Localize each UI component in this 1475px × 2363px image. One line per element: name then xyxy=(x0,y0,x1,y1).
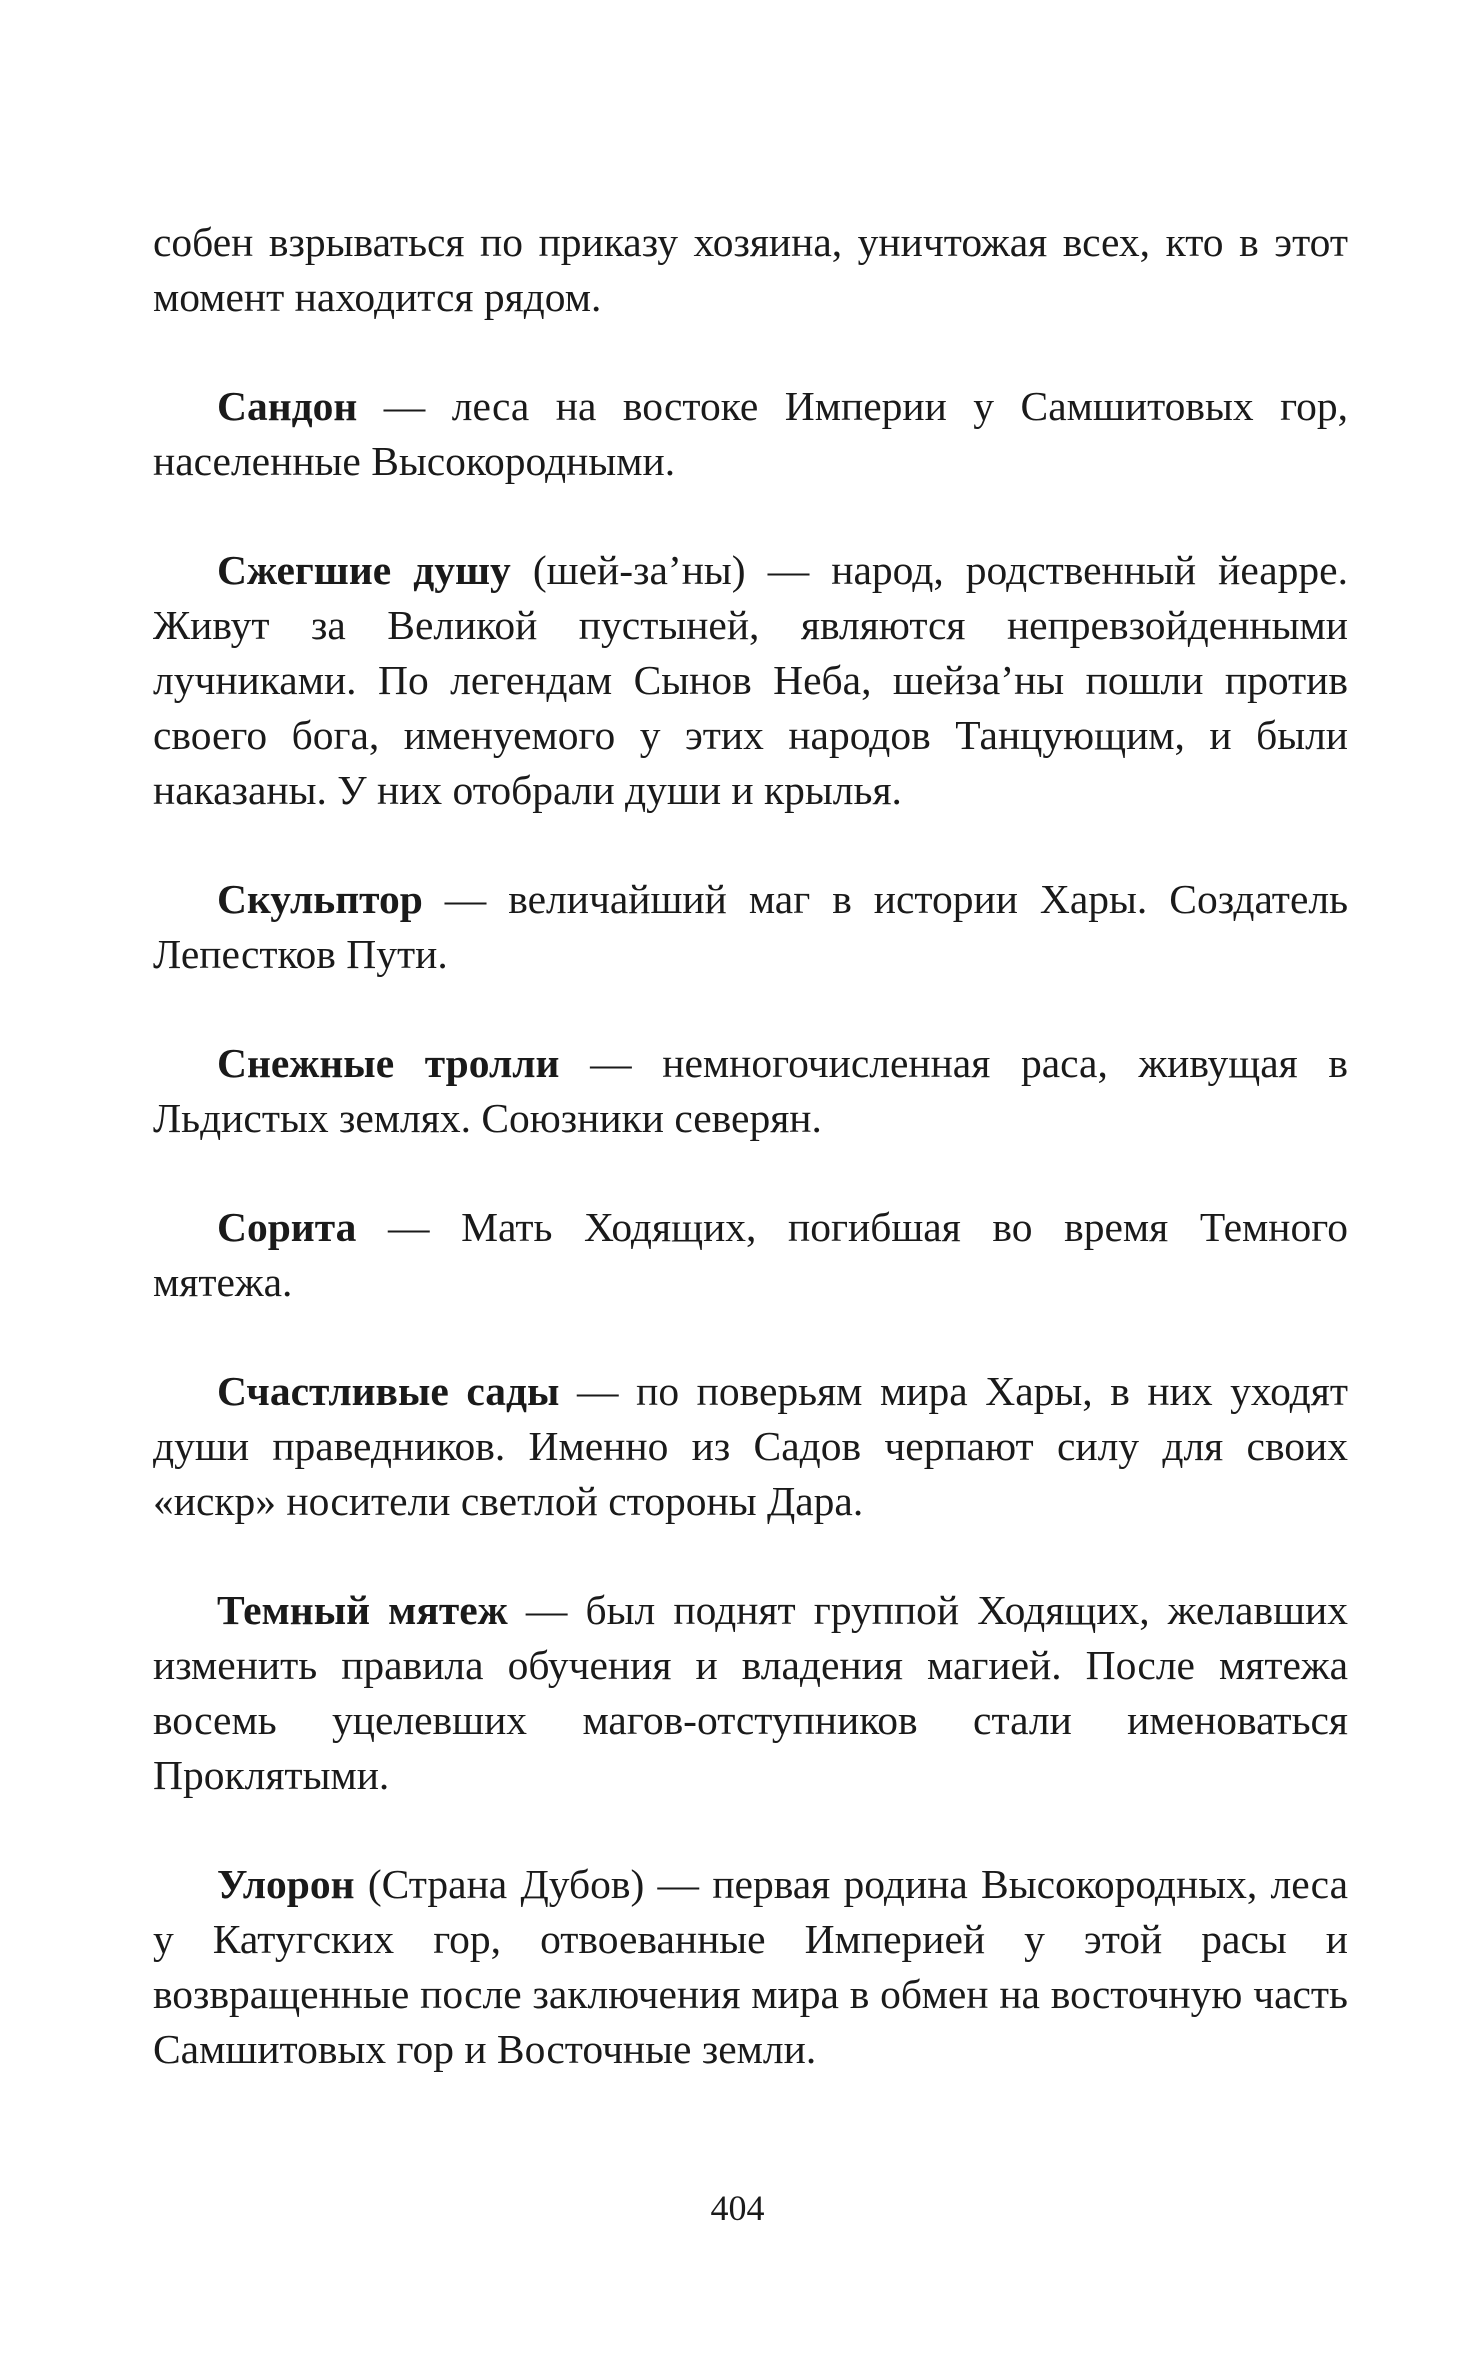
glossary-entry-szhegshie-dushu xyxy=(153,543,1348,818)
glossary-definition: — по поверьям мира Хары, в них уходят души праведников. Именно из Садов черпают силу для своих «искр» носители светлой стороны Дара. xyxy=(153,1368,1348,1524)
glossary-definition: (шей-за’ны) — народ, родственный йеарре. Живут за Великой пустыней, являются непревзойденными лучниками. По легендам Сынов Неба, шейза’ны пошли против своего бога, именуемого у этих народов Танцующим, и были наказаны. У них отобрали души и крылья. xyxy=(153,547,1348,813)
continuation-paragraph: собен взрываться по приказу хозяина, уничтожая всех, кто в этот момент находится рядом. xyxy=(153,219,1348,320)
glossary-definition: — Мать Ходящих, погибшая во время Темного мятежа. xyxy=(153,1204,1348,1305)
glossary-term: Сандон xyxy=(217,383,358,429)
glossary-term: Сжегшие душу xyxy=(217,547,511,593)
glossary-entry-skulptor xyxy=(153,872,1348,982)
glossary-entry-temnyi-myatezh xyxy=(153,1583,1348,1803)
glossary-term: Счастливые сады xyxy=(217,1368,560,1414)
glossary-definition: — величайший маг в истории Хары. Создатель Лепестков Пути. xyxy=(153,876,1348,977)
page-number: 404 xyxy=(710,2188,765,2228)
glossary-term: Улорон xyxy=(217,1861,355,1907)
page-body xyxy=(153,215,1348,2131)
glossary-entry-snezhnye-trolli xyxy=(153,1036,1348,1146)
glossary-definition: — немногочисленная раса, живущая в Льдистых землях. Союзники северян. xyxy=(153,1040,1349,1141)
glossary-entry-sorita xyxy=(153,1200,1348,1310)
glossary-definition: (Страна Дубов) — первая родина Высокородных, леса у Катугских гор, отвоеванные Империей у этой расы и возвращенные после заключения мира в обмен на восточную часть Самшитовых гор и Восточные земли. xyxy=(153,1861,1348,2072)
glossary-definition: — леса на востоке Империи у Самшитовых гор, населенные Высокородными. xyxy=(153,383,1348,484)
glossary-entry-schastlivye-sady xyxy=(153,1364,1348,1529)
glossary-term: Сорита xyxy=(217,1204,357,1250)
glossary-entry-uloron xyxy=(153,1857,1348,2077)
glossary-term: Темный мятеж xyxy=(217,1587,508,1633)
glossary-term: Снежные тролли xyxy=(217,1040,560,1086)
glossary-definition: — был поднят группой Ходящих, желавших изменить правила обучения и владения магией. После мятежа восемь уцелевших магов-отступников стали именоваться Проклятыми. xyxy=(153,1587,1348,1798)
glossary-entry-sandon xyxy=(153,379,1348,489)
glossary-term: Скульптор xyxy=(217,876,423,922)
